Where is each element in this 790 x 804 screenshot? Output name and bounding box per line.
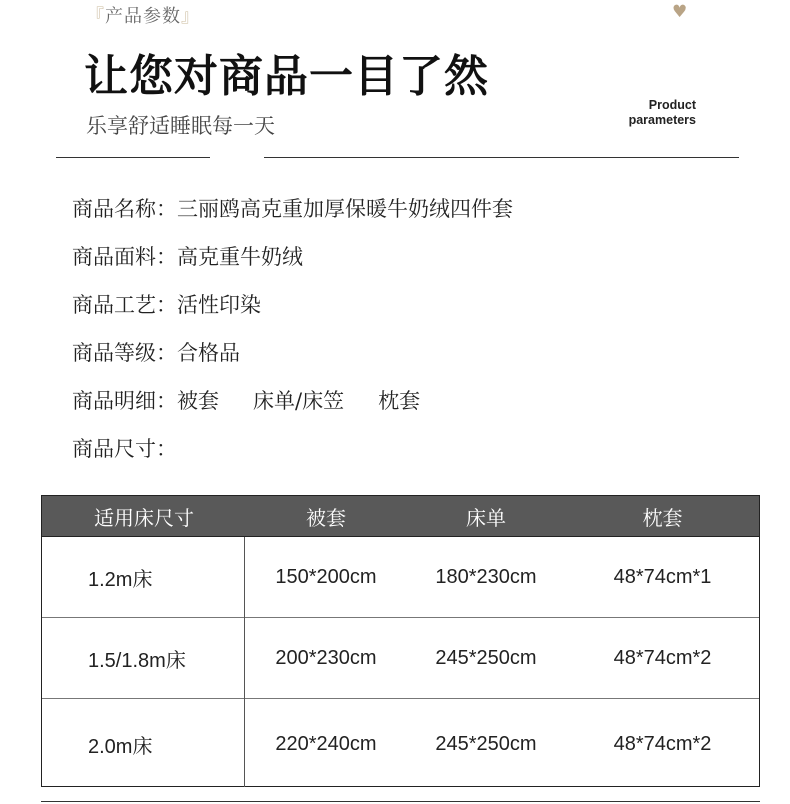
param-row-details xyxy=(72,380,513,428)
param-label: 商品明细： xyxy=(72,389,177,413)
table-row xyxy=(42,618,759,699)
table-body xyxy=(42,537,759,789)
param-label: 商品等级： xyxy=(72,341,177,365)
table-cell: 245*250cm xyxy=(435,732,537,755)
divider-left xyxy=(56,157,210,158)
param-row-craft xyxy=(72,284,513,332)
page-subtitle: 乐享舒适睡眠每一天 xyxy=(86,114,275,138)
table-cell: 150*200cm xyxy=(275,565,377,588)
param-detail-item: 被套 xyxy=(177,389,219,413)
table-cell: 48*74cm*2 xyxy=(613,646,712,669)
divider-right xyxy=(264,157,739,158)
table-cell: 200*230cm xyxy=(275,646,377,669)
table-cell: 220*240cm xyxy=(275,732,377,755)
divider-bottom xyxy=(41,801,760,802)
table-cell: 48*74cm*2 xyxy=(613,732,712,755)
english-caption xyxy=(629,98,696,128)
param-row-size xyxy=(72,428,513,476)
table-cell: 1.2m床 xyxy=(88,568,153,591)
param-label: 商品面料： xyxy=(72,245,177,269)
table-cell: 1.5/1.8m床 xyxy=(88,649,186,672)
param-label: 商品尺寸： xyxy=(72,437,177,461)
english-caption-line1: Product xyxy=(648,98,696,112)
param-row-grade xyxy=(72,332,513,380)
param-detail-item: 枕套 xyxy=(378,389,421,413)
tag-text: 产品参数 xyxy=(105,6,181,27)
column-divider xyxy=(244,537,245,787)
heart-icon: ♥ xyxy=(672,2,688,22)
param-row-fabric xyxy=(72,236,513,284)
table-cell: 48*74cm*1 xyxy=(613,565,712,588)
param-label: 商品工艺： xyxy=(72,293,177,317)
table-cell: 245*250cm xyxy=(435,646,537,669)
param-list xyxy=(72,188,513,476)
table-header xyxy=(42,496,759,537)
param-detail-item: 床单/床笠 xyxy=(253,389,345,413)
table-cell: 2.0m床 xyxy=(88,735,153,758)
param-value: 活性印染 xyxy=(177,293,261,317)
param-row-name xyxy=(72,188,513,236)
table-row xyxy=(42,537,759,618)
param-label: 商品名称： xyxy=(72,197,177,221)
param-value: 三丽鸥高克重加厚保暖牛奶绒四件套 xyxy=(177,197,513,221)
table-cell: 180*230cm xyxy=(435,565,537,588)
param-value: 合格品 xyxy=(177,341,240,365)
param-value: 高克重牛奶绒 xyxy=(177,245,303,269)
column-header: 枕套 xyxy=(642,505,683,530)
column-header: 被套 xyxy=(306,505,346,530)
size-table xyxy=(41,495,760,787)
column-header: 适用床尺寸 xyxy=(94,505,194,530)
page-title: 让您对商品一目了然 xyxy=(84,51,489,102)
section-tag xyxy=(86,2,200,28)
tag-bracket-right: 』 xyxy=(181,6,200,27)
tag-bracket-left: 『 xyxy=(86,6,105,27)
english-caption-line2: parameters xyxy=(628,113,696,127)
column-header: 床单 xyxy=(466,505,506,530)
table-row xyxy=(42,699,759,789)
